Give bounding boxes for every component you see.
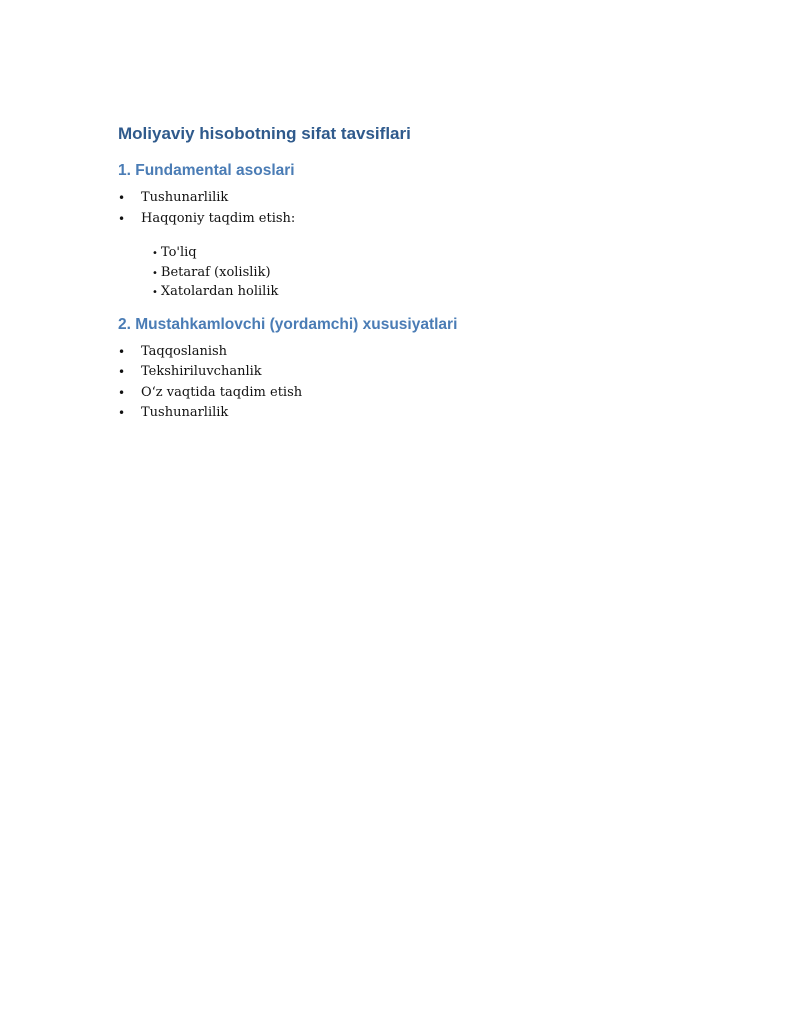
document-title: Moliyaviy hisobotning sifat tavsiflari — [118, 124, 411, 143]
sub-list-item — [152, 243, 698, 263]
sub-list-item-text: Betaraf (xolislik) — [160, 264, 271, 280]
bullet-icon: • — [118, 365, 126, 379]
bullet-icon: • — [118, 191, 126, 205]
sub-list-item-text: To'liq — [160, 245, 197, 260]
bullet-icon: • — [118, 344, 126, 359]
bullet-list-fundamental — [118, 188, 698, 229]
small-bullet-icon: • — [152, 287, 158, 298]
sub-list-item-text: Xatolardan holilik — [160, 284, 279, 299]
small-bullet-icon: • — [152, 267, 158, 279]
bullet-icon: • — [118, 385, 126, 400]
sub-list-item — [152, 282, 698, 302]
section-heading-enhancing: 2. Mustahkamlovchi (yordamchi) xususiyatlari — [118, 315, 458, 333]
list-item-text: Haqqoniy taqdim etish: — [141, 210, 296, 226]
list-item — [118, 342, 698, 363]
list-item — [118, 188, 698, 209]
list-item-text: Tushunarlilik — [141, 190, 229, 205]
bullet-icon: • — [118, 211, 126, 226]
document-body — [118, 120, 698, 424]
list-item — [118, 209, 698, 230]
list-item — [118, 403, 698, 424]
sub-list-item — [152, 263, 698, 283]
bullet-list-enhancing — [118, 342, 698, 424]
section-heading-fundamental: 1. Fundamental asoslari — [118, 162, 295, 179]
list-item-text: Taqqoslanish — [141, 343, 228, 359]
list-item — [118, 362, 698, 383]
bullet-icon: • — [118, 406, 126, 420]
list-item-text: Tushunarlilik — [141, 405, 229, 420]
list-item — [118, 383, 698, 404]
list-item-text: Tekshiriluvchanlik — [141, 364, 262, 379]
small-bullet-icon: • — [152, 248, 158, 259]
list-item-text: O‘z vaqtida taqdim etish — [141, 384, 303, 400]
sub-bullet-list — [118, 243, 698, 302]
